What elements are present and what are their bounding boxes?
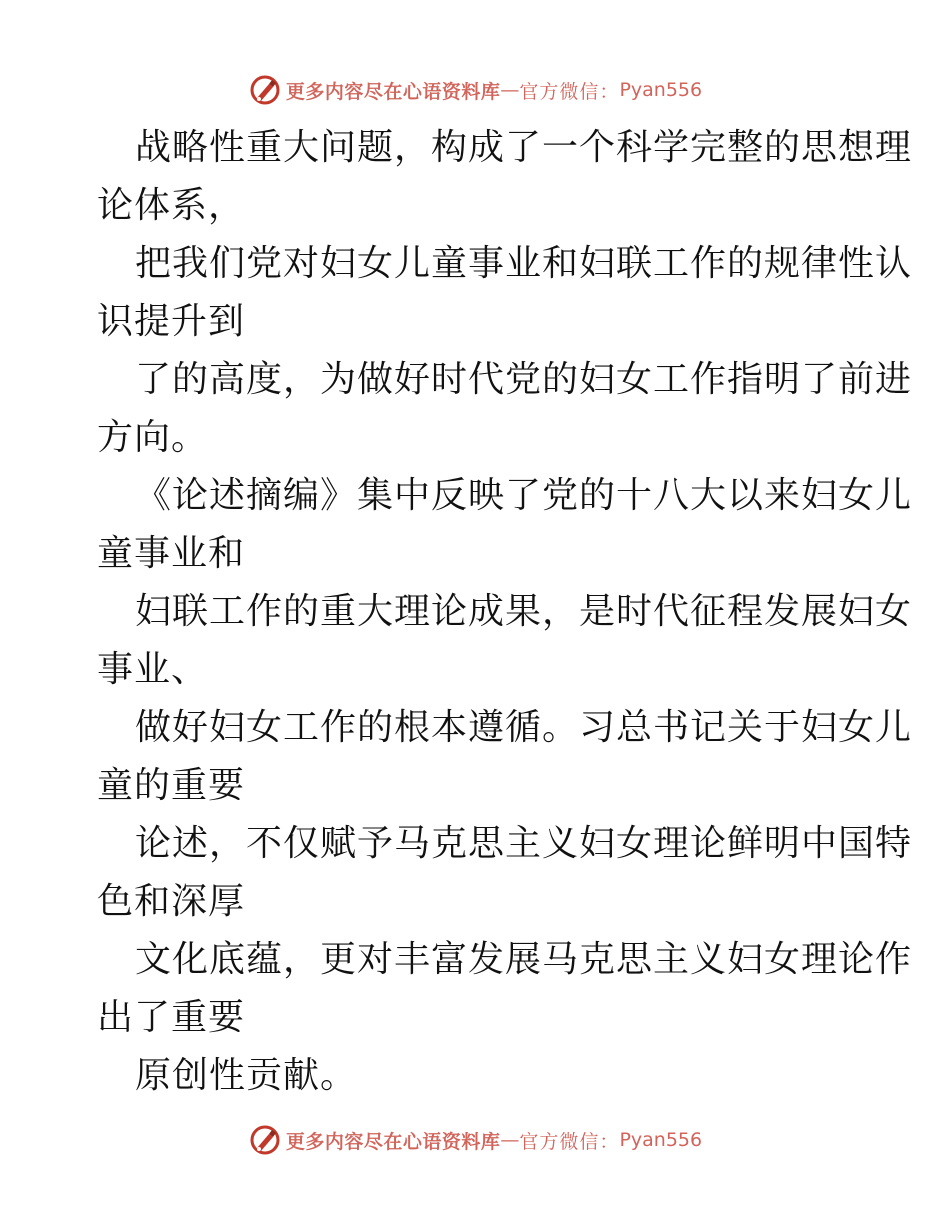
text-line: 文化底蕴，更对丰富发展马克思主义妇女理论作 (135, 939, 913, 980)
text-line: 《论述摘编》集中反映了党的十八大以来妇女儿 (135, 475, 913, 516)
pen-logo-icon (248, 1123, 282, 1157)
text-line: 方向。 (97, 417, 209, 458)
watermark-text: 更多内容尽在心语资料库 (285, 1130, 501, 1153)
text-line: 识提升到 (97, 301, 246, 342)
watermark-wechat-id: Pyan556 (619, 1129, 703, 1151)
text-line: 论体系， (97, 185, 246, 226)
text-line: 童事业和 (97, 533, 246, 574)
watermark-text: 更多内容尽在心语资料库 (285, 80, 501, 103)
watermark-official-label: 官方微信： (519, 80, 620, 103)
text-line: 事业、 (97, 649, 209, 690)
pen-logo-icon (248, 73, 282, 107)
document-body (97, 119, 913, 1105)
text-line: 童的重要 (97, 765, 246, 806)
text-line: 做好妇女工作的根本遵循。习总书记关于妇女儿 (135, 707, 913, 748)
text-line: 妇联工作的重大理论成果，是时代征程发展妇女 (135, 591, 913, 632)
text-line: 把我们党对妇女儿童事业和妇联工作的规律性认 (135, 243, 913, 284)
header-watermark (0, 70, 950, 110)
text-line: 战略性重大问题，构成了一个科学完整的思想理 (135, 127, 913, 168)
watermark-official-label: 官方微信： (519, 1130, 620, 1153)
text-line: 色和深厚 (97, 881, 246, 922)
footer-watermark (0, 1120, 950, 1160)
text-line: 论述，不仅赋予马克思主义妇女理论鲜明中国特 (135, 823, 913, 864)
text-line: 了的高度，为做好时代党的妇女工作指明了前进 (135, 359, 913, 400)
text-line: 出了重要 (97, 997, 246, 1038)
text-line: 原创性贡献。 (135, 1055, 358, 1096)
watermark-separator: — (500, 1129, 520, 1151)
watermark-wechat-id: Pyan556 (619, 79, 703, 101)
watermark-separator: — (500, 79, 520, 101)
